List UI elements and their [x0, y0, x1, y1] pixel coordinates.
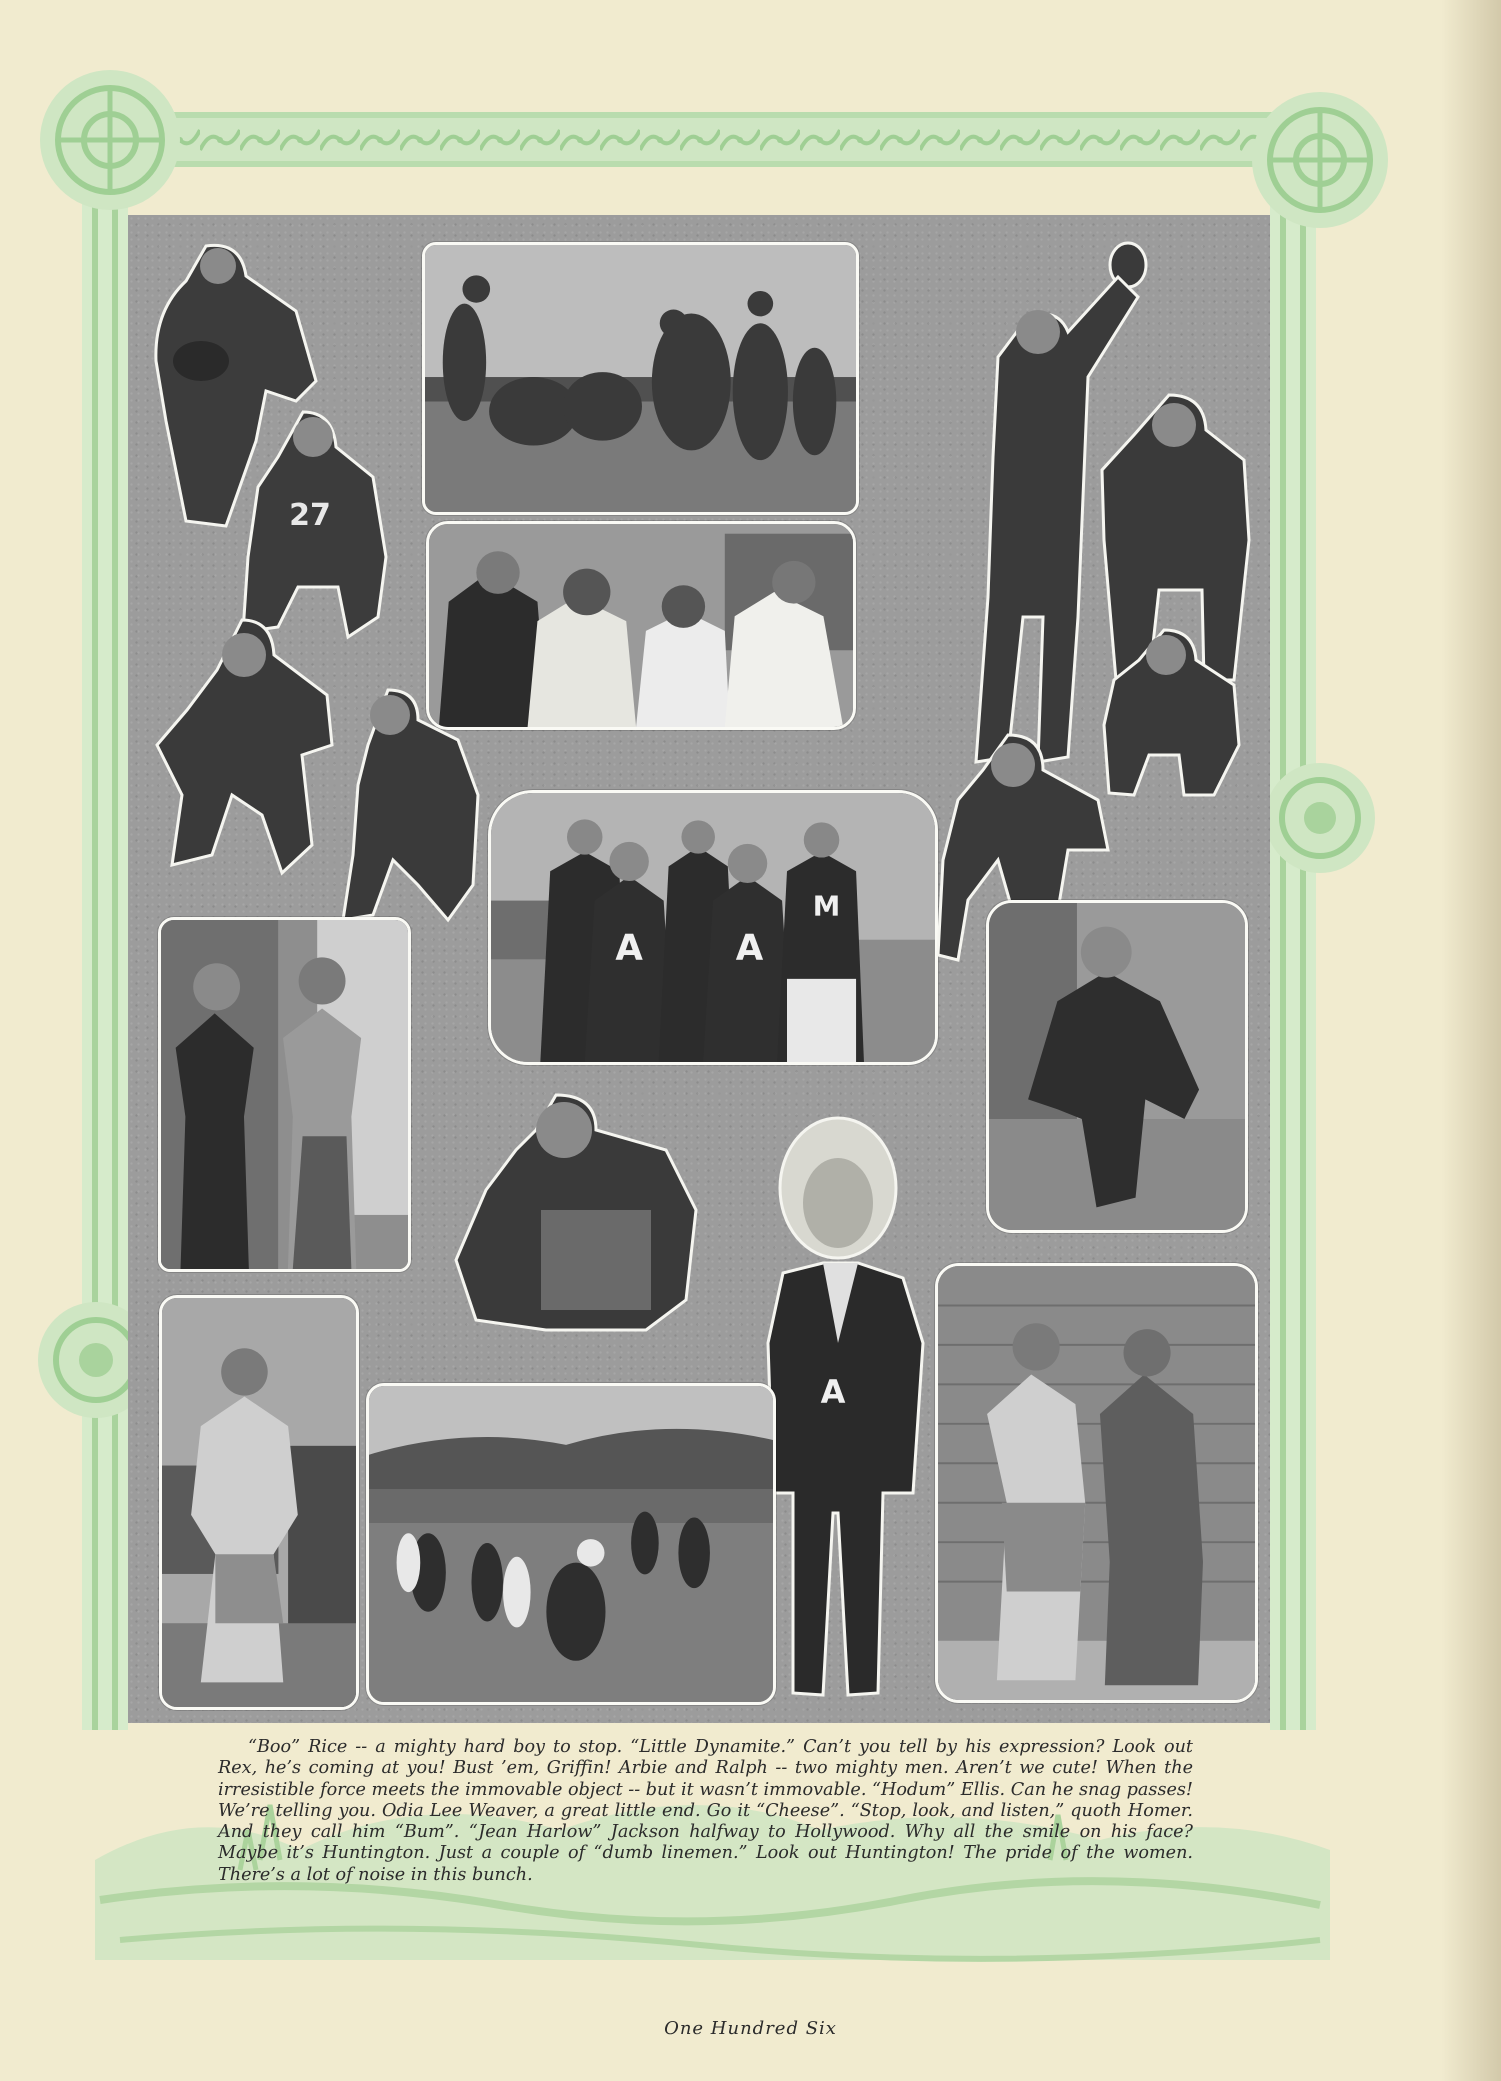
- side-medallion-right-icon: [1265, 763, 1375, 873]
- cutout-player-number-27: [238, 407, 388, 639]
- corner-rosette-top-left-icon: [40, 70, 180, 210]
- top-border-band: [110, 112, 1360, 167]
- photo-line-of-scrimmage: [422, 242, 859, 515]
- sweater-letter-m-right: M: [812, 890, 841, 923]
- cutout-player-crouching-left-a: [152, 615, 342, 875]
- photo-homer: [159, 1295, 359, 1710]
- jersey-number-27: 27: [289, 498, 331, 533]
- photo-odia-lee-weaver: [986, 900, 1248, 1233]
- photo-two-linemen: [935, 1263, 1258, 1703]
- cutout-jean-harlow-jackson: [763, 1113, 933, 1698]
- sweater-letter-a-center: A: [735, 927, 764, 969]
- cutout-player-crouching-left-b: [338, 685, 488, 925]
- corner-rosette-top-right-icon: [1252, 92, 1388, 228]
- cutout-lineman-cheese: [446, 1090, 706, 1330]
- photo-collage-panel: [128, 215, 1270, 1723]
- sweater-letter-a-left: A: [615, 927, 643, 969]
- photo-arbie-and-ralph: [158, 917, 411, 1272]
- photo-cheer-group-four: [426, 521, 856, 730]
- photo-game-action: [366, 1383, 776, 1705]
- caption-paragraph: “Boo” Rice -- a mighty hard boy to stop. “Little Dynamite.” Can’t you tell by his expression? Look out Rex, he’s coming at you! Bust ’em, Griffin! Arbie and Ralph -- two mighty men. Aren’t we cute! When the irresistible force meets the immovable object -- but it wasn’t immovable. “Hodum” Ellis. Can he snag passes! We’re telling you. Odia Lee Weaver, a great little end. Go it “Cheese”. “Stop, look, and listen,” quoth Homer. And they call him “Bum”. “Jean Harlow” Jackson halfway to Hollywood. Why all the smile on his face? Maybe it’s Huntington. Just a couple of “dumb linemen.” Look out Huntington! The pride of the women. There’s a lot of noise in this bunch.: [218, 1737, 1193, 1885]
- sweater-letter-a-harlow: A: [820, 1373, 846, 1411]
- photo-cheerleaders: [488, 790, 938, 1065]
- page-number: One Hundred Six: [664, 2018, 837, 2039]
- cutout-player-small-right: [1094, 625, 1244, 800]
